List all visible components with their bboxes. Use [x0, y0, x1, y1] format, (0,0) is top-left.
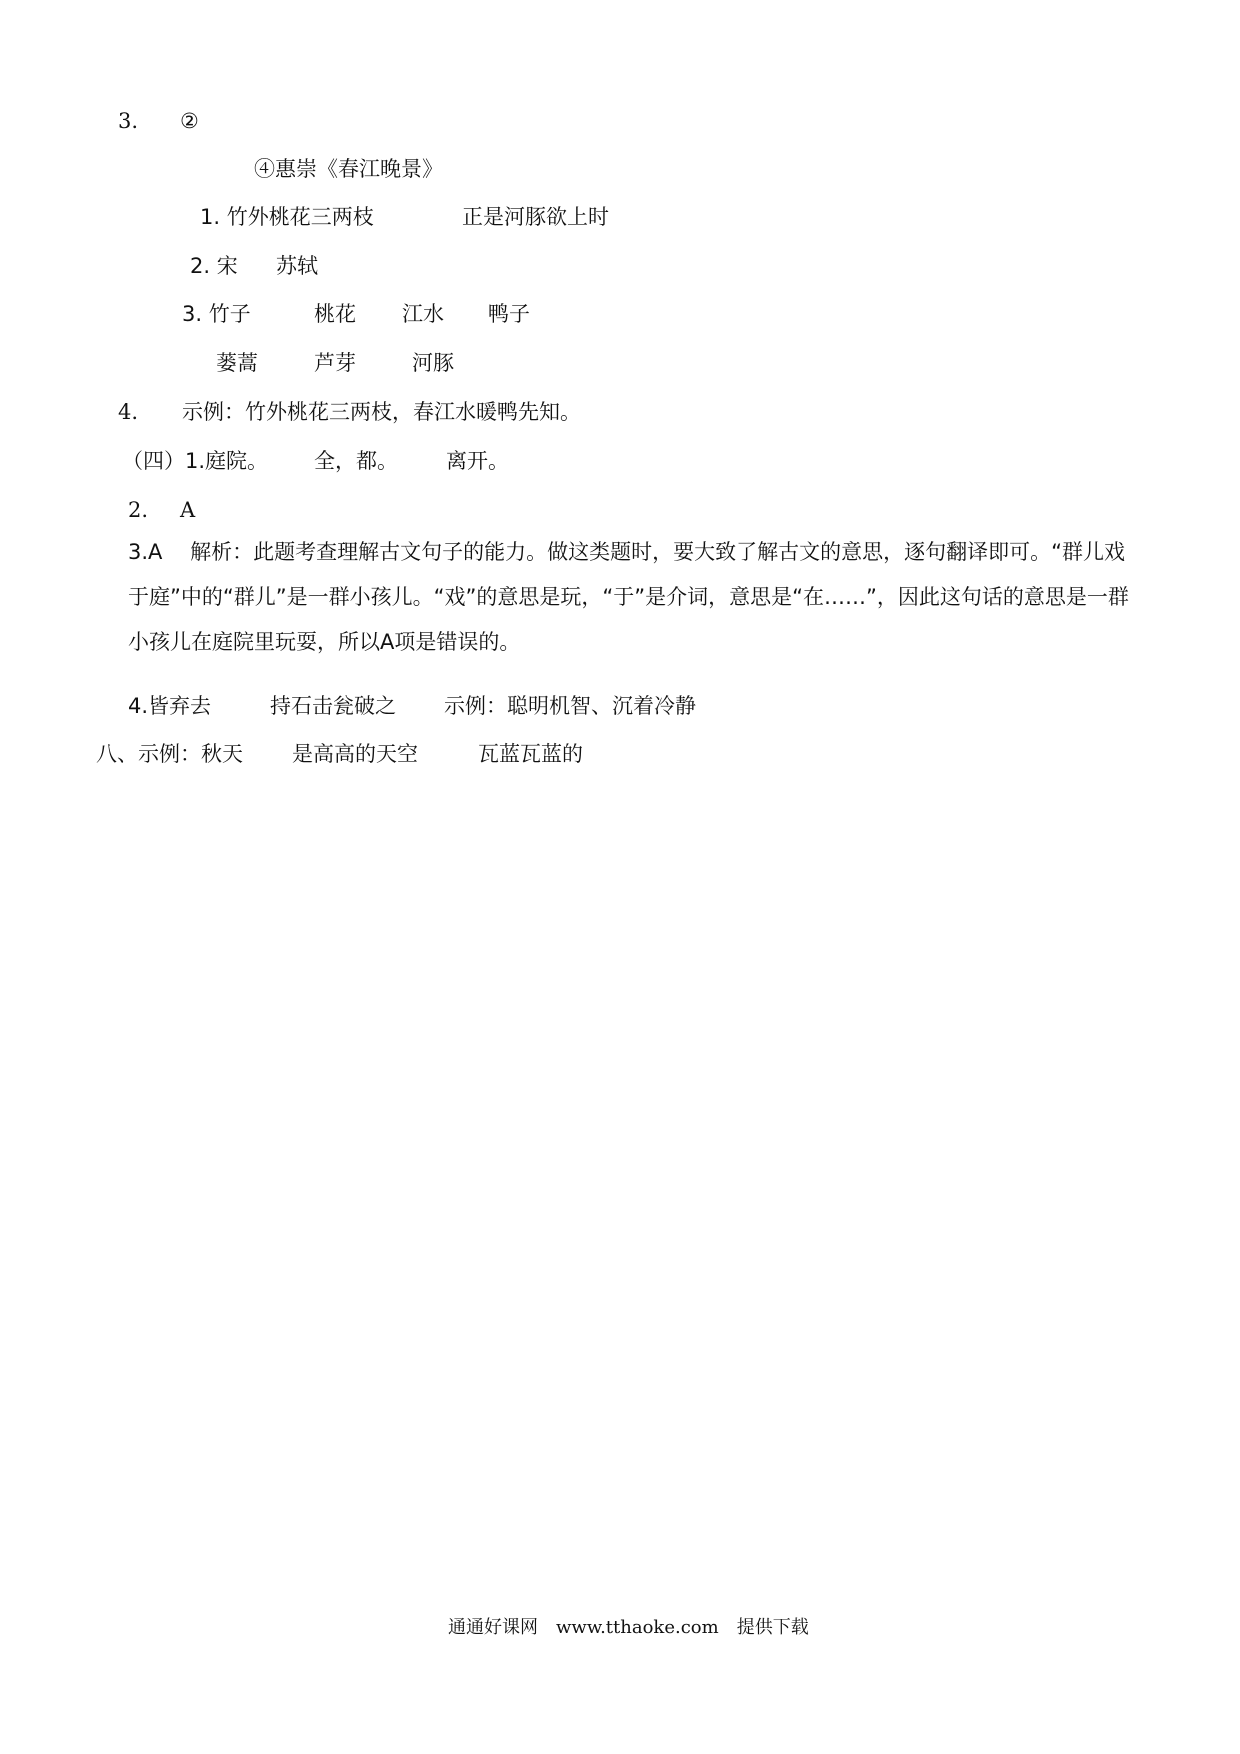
- answer-text: 蒌蒿: [216, 351, 258, 375]
- answer-text: ②: [180, 109, 199, 133]
- answer-text: 鸭子: [488, 302, 530, 326]
- answer-text: 苏轼: [276, 254, 318, 278]
- answer-text: 2. 宋: [190, 254, 238, 278]
- answer-text: 3. 竹子: [182, 302, 251, 326]
- answer-text: 示例：竹外桃花三两枝，春江水暖鸭先知。: [182, 400, 581, 424]
- answer-text: 正是河豚欲上时: [462, 205, 609, 229]
- section-answer: 八、示例：秋天: [96, 742, 243, 766]
- answer-text: A: [180, 498, 196, 522]
- item-number: 2.: [128, 498, 149, 522]
- explanation-paragraph: 3.A 解析：此题考查理解古文句子的能力。做这类题时，要大致了解古文的意思，逐句翻译即可。“群儿戏于庭”中的“群儿”是一群小孩儿。“戏”的意思是玩，“于”是介词，意思是“在……”，因此这句话的意思是一群小孩儿在庭院里玩耍，所以A项是错误的。: [128, 540, 1129, 654]
- answer-text: 4.皆弃去: [128, 694, 212, 718]
- answer-text: 芦芽: [314, 351, 356, 375]
- item-number: 4.: [118, 400, 139, 424]
- answer-text: 江水: [402, 302, 444, 326]
- item-number: 3.: [118, 109, 139, 133]
- answer-text: 持石击瓮破之: [270, 694, 396, 718]
- answer-text: 是高高的天空: [292, 742, 418, 766]
- answer-text: 离开。: [446, 449, 509, 473]
- answer-text: 河豚: [412, 351, 454, 375]
- footer-text: 通通好课网 www.tthaoke.com 提供下载: [448, 1617, 809, 1638]
- answer-text: （四）1.庭院。: [122, 449, 269, 473]
- answer-text: 桃花: [314, 302, 356, 326]
- answer-text: 全，都。: [314, 449, 398, 473]
- answer-text: 1. 竹外桃花三两枝: [200, 205, 374, 229]
- answer-text: 示例：聪明机智、沉着冷静: [444, 694, 696, 718]
- answer-text: 瓦蓝瓦蓝的: [478, 742, 583, 766]
- answer-text: ④惠崇《春江晚景》: [254, 157, 443, 181]
